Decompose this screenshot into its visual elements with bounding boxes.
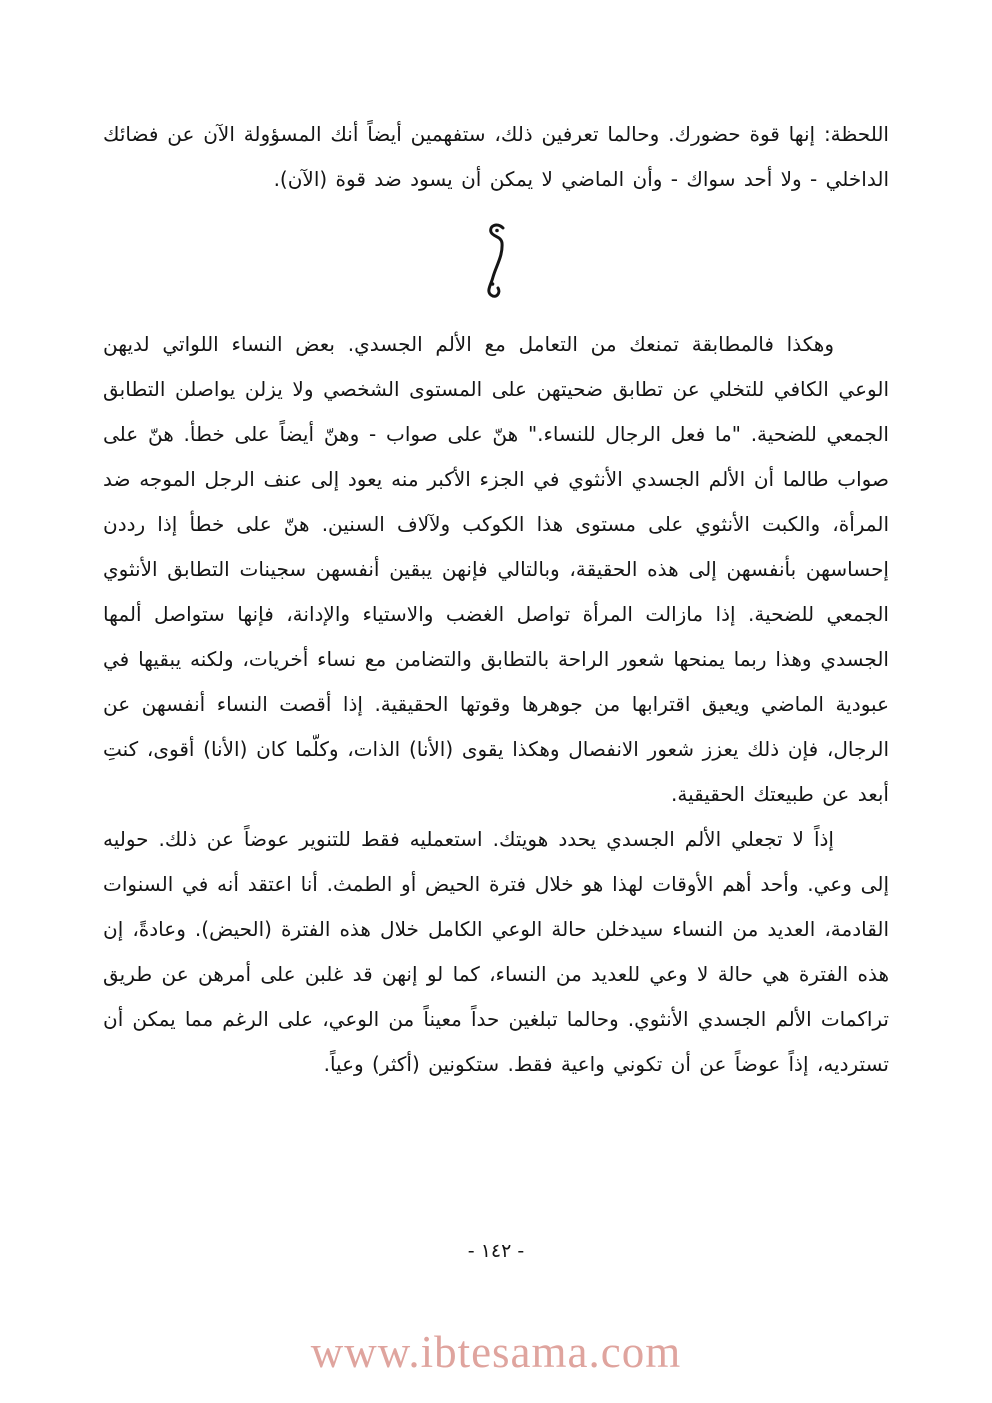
page-number: - ١٤٢ - bbox=[467, 1240, 525, 1262]
paragraph-body: إذاً لا تجعلي الألم الجسدي يحدد هويتك. استعمليه فقط للتنوير عوضاً عن ذلك. حوليه إلى وعي. وأحد أهم الأوقات لهذا هو خلال فترة الحيض أو الطمث. أنا اعتقد أنه في السنوات القادمة، العديد من النساء سيدخلن حالة الوعي الكامل خلال هذه الفترة (الحيض). وعادةً، إن هذه الفترة هي حالة لا وعي للعديد من النساء، كما لو إنهن قد غلبن على أمرهن عن طريق تراكمات الألم الجسدي الأنثوي. وحالما تبلغين حداً معيناً من الوعي، على الرغم مما يمكن أن تسترديه، إذاً عوضاً عن أن تكوني واعية فقط. ستكونين (أكثر) وعياً. bbox=[103, 827, 889, 1076]
watermark: www.ibtesama.com bbox=[310, 1327, 682, 1377]
text-block bbox=[103, 112, 889, 1087]
paragraph-continuation: اللحظة: إنها قوة حضورك. وحالما تعرفين ذلك، ستفهمين أيضاً أنك المسؤولة الآن عن فضائك الداخلي - ولا أحد سواك - وأن الماضي لا يمكن أن يسود ضد قوة (الآن). bbox=[103, 122, 889, 191]
paragraph-body: وهكذا فالمطابقة تمنعك من التعامل مع الألم الجسدي. بعض النساء اللواتي لديهن الوعي الكافي للتخلي عن تطابق ضحيتهن على المستوى الشخصي ولا يزلن يواصلن التطابق الجمعي للضحية. "ما فعل الرجال للنساء." هنّ على صواب - وهنّ أيضاً على خطأ. هنّ على صواب طالما أن الألم الجسدي الأنثوي في الجزء الأكبر منه يعود إلى عنف الرجل الموجه ضد المرأة، والكبت الأنثوي على مستوى هذا الكوكب ولآلاف السنين. هنّ على خطأ إذا رددن إحساسهن بأنفسهن إلى هذه الحقيقة، وبالتالي فإنهن يبقين أنفسهن سجينات التطابق الأنثوي الجمعي للضحية. إذا مازالت المرأة تواصل الغضب والاستياء والإدانة، فإنها ستواصل ألمها الجسدي وهذا ربما يمنحها شعور الراحة بالتطابق والتضامن مع نساء أخريات، ولكنه يبقيها في عبودية الماضي ويعيق اقترابها من جوهرها وقوتها الحقيقية. إذا أقصت النساء أنفسهن عن الرجال، فإن ذلك يعزز شعور الانفصال وهكذا يقوى (الأنا) الذات، وكلّما كان (الأنا) أقوى، كنتِ أبعد عن طبيعتك الحقيقية. bbox=[103, 332, 889, 806]
section-divider bbox=[103, 202, 889, 322]
calligraphic-swirl-icon bbox=[477, 222, 515, 302]
